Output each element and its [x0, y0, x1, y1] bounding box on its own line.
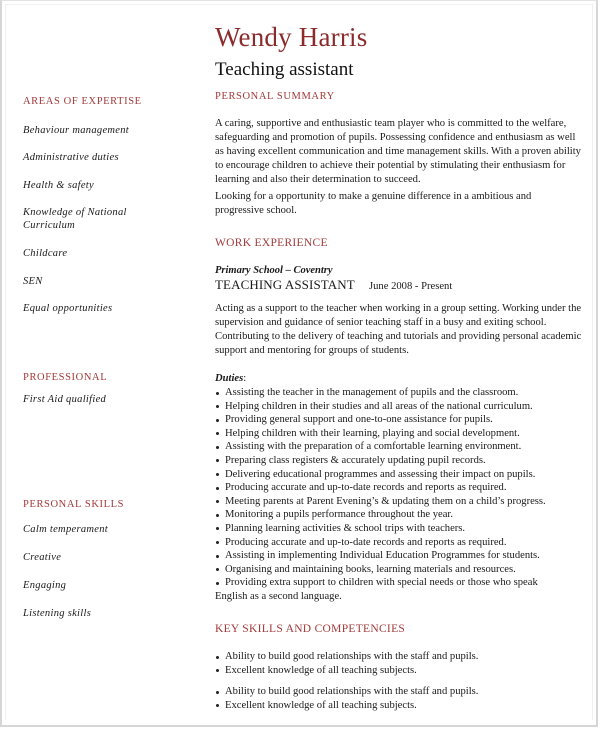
- duty-item: Producing accurate and up-to-date records and reports as required.: [215, 536, 585, 550]
- duty-item: Delivering educational programmes and assessing their impact on pupils.: [215, 468, 585, 482]
- job-dates: June 2008 - Present: [369, 281, 453, 292]
- duty-item: Organising and maintaining books, learning materials and resources.: [215, 563, 585, 577]
- duties-label: Duties: [215, 373, 244, 384]
- expertise-item: Knowledge of National: [23, 207, 127, 218]
- duty-item: Assisting the teacher in the management of pupils and the classroom.: [215, 386, 585, 400]
- expertise-item: SEN: [23, 276, 43, 287]
- expertise-item: Administrative duties: [23, 152, 119, 163]
- key-skills-list-1: [215, 650, 585, 677]
- duty-item: Preparing class registers & accurately updating pupil records.: [215, 454, 585, 468]
- job-description: Acting as a support to the teacher when working in a group setting. Working under the supervision and guidance of senior teaching staff in a busy and exiting school. Contributing to the delivery of teaching and tutorials and providing personal academic support and mentoring for groups of students.: [215, 303, 582, 356]
- duty-item: Assisting with the preparation of a comfortable learning environment.: [215, 440, 585, 454]
- professional-heading: PROFESSIONAL: [23, 372, 108, 383]
- key-skill-item: Excellent knowledge of all teaching subjects.: [215, 664, 585, 678]
- key-skill-item: Ability to build good relationships with the staff and pupils.: [215, 650, 585, 664]
- areas-of-expertise-heading: AREAS OF EXPERTISE: [23, 96, 142, 107]
- expertise-item: Equal opportunities: [23, 303, 113, 314]
- personal-skills-heading: PERSONAL SKILLS: [23, 499, 125, 510]
- expertise-item: Childcare: [23, 248, 68, 259]
- key-skill-item: Excellent knowledge of all teaching subjects.: [215, 699, 585, 713]
- key-skills-list-2: [215, 685, 585, 712]
- expertise-item: Behaviour management: [23, 125, 130, 136]
- job-organisation: Primary School – Coventry: [215, 265, 333, 276]
- summary-paragraph: Looking for a opportunity to make a genuine difference in a ambitious and progressive school.: [215, 191, 532, 216]
- job-entry: [215, 264, 585, 292]
- duties-section: [215, 372, 585, 604]
- personal-skill-item: Listening skills: [23, 608, 92, 619]
- job-role: TEACHING ASSISTANT: [215, 277, 355, 292]
- duty-item: Meeting parents at Parent Evening’s & updating them on a child’s progress.: [215, 495, 585, 509]
- job-title-heading: Teaching assistant: [215, 59, 354, 80]
- duty-item: Helping children with their learning, playing and social development.: [215, 427, 585, 441]
- personal-skill-item: Creative: [23, 552, 62, 563]
- work-experience-heading: WORK EXPERIENCE: [215, 237, 328, 249]
- duty-item: Monitoring a pupils performance throughout the year.: [215, 508, 585, 522]
- duty-item-continuation: English as a second language.: [215, 590, 342, 602]
- key-skills-heading: KEY SKILLS AND COMPETENCIES: [215, 623, 406, 635]
- personal-skill-item: Engaging: [23, 580, 67, 591]
- duties-list: [215, 386, 585, 590]
- key-skill-item: Ability to build good relationships with the staff and pupils.: [215, 685, 585, 699]
- duty-item: Producing accurate and up-to-date records and reports as required.: [215, 481, 585, 495]
- professional-item: First Aid qualified: [23, 394, 107, 405]
- duties-colon: :: [243, 373, 247, 384]
- expertise-item: Curriculum: [23, 220, 76, 231]
- candidate-name: Wendy Harris: [215, 22, 368, 52]
- personal-summary-heading: PERSONAL SUMMARY: [215, 91, 335, 102]
- personal-skill-item: Calm temperament: [23, 524, 108, 535]
- duty-item: Helping children in their studies and all areas of the national curriculum.: [215, 400, 585, 414]
- duty-item: Providing extra support to children with special needs or those who speak: [215, 576, 585, 590]
- duty-item: Assisting in implementing Individual Education Programmes for students.: [215, 549, 585, 563]
- expertise-item: Health & safety: [23, 180, 94, 191]
- main-content: [215, 0, 585, 730]
- summary-paragraph: A caring, supportive and enthusiastic team player who is committed to the welfare, safeguarding and promotion of pupils. Possessing confidence and enthusiasm as well as having excellent communication and time management skills. With a proven ability to encourage children to achieve their potential by stimulating their enthusiasm for learning and also their determination to succeed.: [215, 118, 581, 185]
- duty-item: Planning learning activities & school trips with teachers.: [215, 522, 585, 536]
- duty-item: Providing general support and one-to-one assistance for pupils.: [215, 413, 585, 427]
